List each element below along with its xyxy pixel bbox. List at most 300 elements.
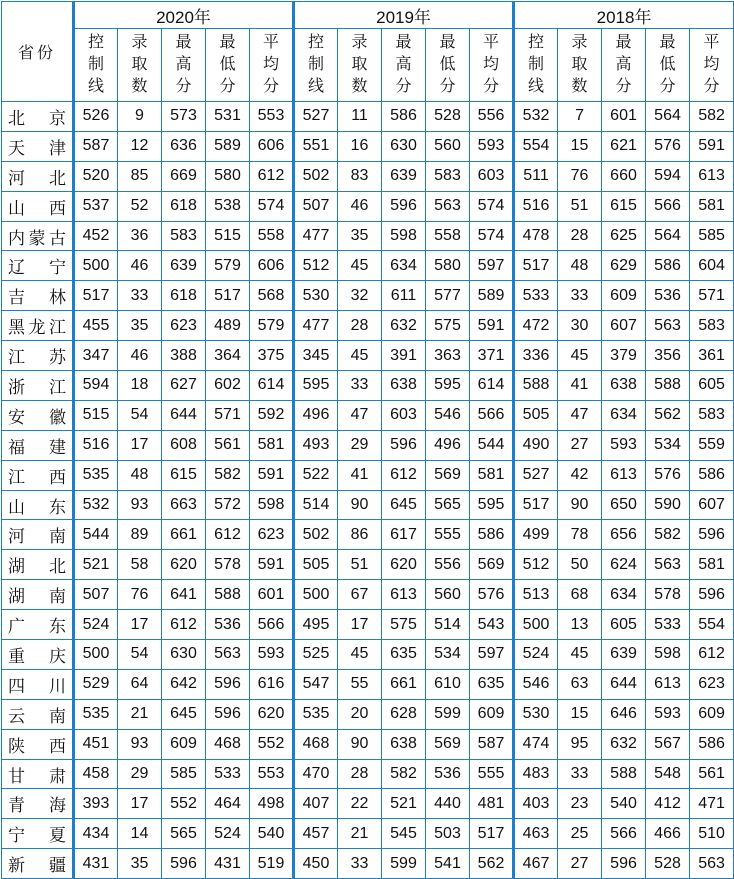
score-cell: 520 <box>74 161 118 191</box>
province-cell: 黑龙江 <box>2 311 74 341</box>
score-cell: 601 <box>250 580 294 610</box>
table-row <box>2 699 734 729</box>
table-row <box>2 161 734 191</box>
score-cell: 589 <box>206 131 250 161</box>
score-cell: 581 <box>690 550 734 580</box>
score-cell: 569 <box>426 729 470 759</box>
header-char: 录 <box>131 34 148 51</box>
score-cell: 451 <box>74 729 118 759</box>
score-cell: 646 <box>602 699 646 729</box>
score-cell: 48 <box>558 251 602 281</box>
score-cell: 11 <box>338 102 382 132</box>
score-cell: 639 <box>382 161 426 191</box>
score-cell: 582 <box>690 102 734 132</box>
score-cell: 515 <box>206 221 250 251</box>
score-cell: 78 <box>558 520 602 550</box>
score-cell: 490 <box>514 430 558 460</box>
score-cell: 516 <box>514 191 558 221</box>
table-row <box>2 430 734 460</box>
score-cell: 14 <box>118 819 162 849</box>
score-cell: 532 <box>514 102 558 132</box>
score-cell: 558 <box>426 221 470 251</box>
score-cell: 603 <box>382 400 426 430</box>
province-cell: 河 北 <box>2 161 74 191</box>
score-cell: 581 <box>250 430 294 460</box>
score-cell: 544 <box>470 430 514 460</box>
score-cell: 47 <box>338 400 382 430</box>
score-cell: 474 <box>514 729 558 759</box>
table-row <box>2 640 734 670</box>
score-cell: 632 <box>602 729 646 759</box>
score-cell: 562 <box>646 400 690 430</box>
score-cell: 17 <box>118 610 162 640</box>
score-cell: 586 <box>646 251 690 281</box>
score-cell: 499 <box>514 520 558 550</box>
score-cell: 556 <box>426 550 470 580</box>
score-cell: 7 <box>558 102 602 132</box>
score-cell: 589 <box>470 281 514 311</box>
score-cell: 552 <box>250 729 294 759</box>
score-cell: 90 <box>338 729 382 759</box>
header-char: 线 <box>528 78 545 95</box>
score-cell: 345 <box>294 341 338 371</box>
score-cell: 363 <box>426 341 470 371</box>
province-cell: 吉 林 <box>2 281 74 311</box>
score-cell: 609 <box>690 699 734 729</box>
header-admitted-count <box>558 29 602 102</box>
score-cell: 457 <box>294 819 338 849</box>
score-cell: 642 <box>162 669 206 699</box>
score-cell: 379 <box>602 341 646 371</box>
score-cell: 614 <box>470 371 514 401</box>
score-cell: 595 <box>470 490 514 520</box>
score-cell: 477 <box>294 221 338 251</box>
score-cell: 623 <box>690 669 734 699</box>
score-cell: 517 <box>74 281 118 311</box>
score-cell: 52 <box>118 191 162 221</box>
score-cell: 500 <box>74 251 118 281</box>
score-cell: 507 <box>74 580 118 610</box>
score-cell: 583 <box>690 400 734 430</box>
score-cell: 521 <box>74 550 118 580</box>
province-cell: 青 海 <box>2 789 74 819</box>
score-cell: 639 <box>602 640 646 670</box>
year-header-2020: 2020年 <box>74 2 294 29</box>
score-cell: 500 <box>294 580 338 610</box>
score-cell: 516 <box>74 430 118 460</box>
score-cell: 496 <box>294 400 338 430</box>
score-cell: 527 <box>294 102 338 132</box>
score-cell: 16 <box>338 131 382 161</box>
score-cell: 628 <box>382 699 426 729</box>
header-char: 取 <box>131 56 148 73</box>
score-cell: 511 <box>514 161 558 191</box>
score-cell: 581 <box>470 460 514 490</box>
score-cell: 546 <box>426 400 470 430</box>
score-cell: 595 <box>294 371 338 401</box>
score-cell: 534 <box>646 430 690 460</box>
score-cell: 93 <box>118 490 162 520</box>
score-cell: 620 <box>250 699 294 729</box>
header-char: 平 <box>263 34 280 51</box>
table-row <box>2 460 734 490</box>
score-cell: 564 <box>646 102 690 132</box>
header-char: 平 <box>483 34 500 51</box>
header-char: 线 <box>308 78 325 95</box>
score-cell: 587 <box>74 131 118 161</box>
score-cell: 364 <box>206 341 250 371</box>
score-cell: 544 <box>74 520 118 550</box>
score-cell: 613 <box>602 460 646 490</box>
score-cell: 471 <box>690 789 734 819</box>
score-cell: 35 <box>118 849 162 879</box>
year-header-2018: 2018年 <box>514 2 734 29</box>
score-cell: 554 <box>514 131 558 161</box>
table-row <box>2 819 734 849</box>
score-cell: 587 <box>470 729 514 759</box>
score-cell: 534 <box>426 640 470 670</box>
score-cell: 553 <box>250 102 294 132</box>
score-cell: 388 <box>162 341 206 371</box>
score-cell: 634 <box>382 251 426 281</box>
score-cell: 575 <box>382 610 426 640</box>
score-cell: 578 <box>646 580 690 610</box>
score-cell: 574 <box>470 191 514 221</box>
score-cell: 517 <box>514 251 558 281</box>
score-cell: 625 <box>602 221 646 251</box>
score-cell: 612 <box>382 460 426 490</box>
score-cell: 630 <box>162 640 206 670</box>
score-cell: 76 <box>118 580 162 610</box>
score-cell: 513 <box>514 580 558 610</box>
score-cell: 375 <box>250 341 294 371</box>
score-cell: 613 <box>382 580 426 610</box>
province-cell: 北 京 <box>2 102 74 132</box>
score-cell: 58 <box>118 550 162 580</box>
score-cell: 528 <box>426 102 470 132</box>
score-cell: 517 <box>206 281 250 311</box>
score-cell: 669 <box>162 161 206 191</box>
header-char: 录 <box>351 34 368 51</box>
score-cell: 536 <box>426 759 470 789</box>
header-char: 取 <box>351 56 368 73</box>
score-cell: 567 <box>646 729 690 759</box>
score-cell: 608 <box>162 430 206 460</box>
score-cell: 507 <box>294 191 338 221</box>
score-cell: 32 <box>338 281 382 311</box>
header-char: 最 <box>615 34 632 51</box>
score-cell: 613 <box>690 161 734 191</box>
score-cell: 393 <box>74 789 118 819</box>
score-cell: 27 <box>558 430 602 460</box>
score-cell: 623 <box>250 520 294 550</box>
score-cell: 46 <box>338 191 382 221</box>
score-cell: 629 <box>602 251 646 281</box>
score-cell: 607 <box>690 490 734 520</box>
score-cell: 472 <box>514 311 558 341</box>
score-cell: 650 <box>602 490 646 520</box>
score-cell: 526 <box>74 102 118 132</box>
score-cell: 612 <box>250 161 294 191</box>
score-cell: 583 <box>426 161 470 191</box>
score-cell: 582 <box>382 759 426 789</box>
score-cell: 478 <box>514 221 558 251</box>
score-cell: 505 <box>514 400 558 430</box>
score-cell: 525 <box>294 640 338 670</box>
score-cell: 563 <box>426 191 470 221</box>
score-cell: 531 <box>206 102 250 132</box>
province-cell: 陕 西 <box>2 729 74 759</box>
score-cell: 599 <box>382 849 426 879</box>
score-cell: 554 <box>690 610 734 640</box>
score-cell: 597 <box>470 640 514 670</box>
score-cell: 15 <box>558 699 602 729</box>
province-cell: 安 徽 <box>2 400 74 430</box>
table-row <box>2 311 734 341</box>
score-cell: 470 <box>294 759 338 789</box>
score-cell: 545 <box>382 819 426 849</box>
score-cell: 503 <box>426 819 470 849</box>
score-cell: 612 <box>690 640 734 670</box>
header-admitted-count <box>118 29 162 102</box>
score-cell: 586 <box>690 729 734 759</box>
score-cell: 452 <box>74 221 118 251</box>
score-cell: 566 <box>646 191 690 221</box>
score-cell: 590 <box>646 490 690 520</box>
score-cell: 565 <box>426 490 470 520</box>
score-cell: 609 <box>470 699 514 729</box>
score-cell: 532 <box>74 490 118 520</box>
header-char: 分 <box>615 78 632 95</box>
header-admitted-count <box>338 29 382 102</box>
score-cell: 596 <box>690 520 734 550</box>
score-cell: 586 <box>470 520 514 550</box>
score-cell: 467 <box>514 849 558 879</box>
score-cell: 50 <box>558 550 602 580</box>
score-cell: 638 <box>382 729 426 759</box>
score-cell: 635 <box>382 640 426 670</box>
province-cell: 浙 江 <box>2 371 74 401</box>
table-row <box>2 371 734 401</box>
score-cell: 30 <box>558 311 602 341</box>
score-cell: 23 <box>558 789 602 819</box>
score-cell: 660 <box>602 161 646 191</box>
score-cell: 602 <box>206 371 250 401</box>
score-cell: 606 <box>250 251 294 281</box>
score-cell: 496 <box>426 430 470 460</box>
score-cell: 93 <box>118 729 162 759</box>
score-cell: 615 <box>602 191 646 221</box>
score-cell: 582 <box>646 520 690 550</box>
score-cell: 89 <box>118 520 162 550</box>
province-cell: 重 庆 <box>2 640 74 670</box>
score-cell: 17 <box>118 430 162 460</box>
score-cell: 42 <box>558 460 602 490</box>
score-cell: 54 <box>118 400 162 430</box>
header-char: 高 <box>615 56 632 73</box>
score-cell: 594 <box>74 371 118 401</box>
score-cell: 588 <box>206 580 250 610</box>
header-char: 分 <box>703 78 720 95</box>
score-cell: 35 <box>338 221 382 251</box>
score-cell: 517 <box>470 819 514 849</box>
score-cell: 609 <box>162 729 206 759</box>
header-char: 分 <box>439 78 456 95</box>
header-char: 最 <box>439 34 456 51</box>
score-cell: 68 <box>558 580 602 610</box>
score-cell: 572 <box>206 490 250 520</box>
score-cell: 609 <box>602 281 646 311</box>
score-cell: 530 <box>294 281 338 311</box>
score-cell: 558 <box>250 221 294 251</box>
table-row <box>2 131 734 161</box>
header-char: 控 <box>308 34 325 51</box>
score-cell: 35 <box>118 311 162 341</box>
score-cell: 656 <box>602 520 646 550</box>
score-cell: 412 <box>646 789 690 819</box>
score-cell: 458 <box>74 759 118 789</box>
score-cell: 601 <box>602 102 646 132</box>
header-char: 分 <box>175 78 192 95</box>
header-char: 录 <box>571 34 588 51</box>
table-row <box>2 191 734 221</box>
score-cell: 468 <box>294 729 338 759</box>
table-row <box>2 490 734 520</box>
score-cell: 582 <box>206 460 250 490</box>
score-cell: 64 <box>118 669 162 699</box>
score-cell: 634 <box>602 400 646 430</box>
province-cell: 广 东 <box>2 610 74 640</box>
table-row <box>2 729 734 759</box>
header-min-score <box>646 29 690 102</box>
score-cell: 661 <box>382 669 426 699</box>
table-row <box>2 669 734 699</box>
score-cell: 505 <box>294 550 338 580</box>
score-cell: 483 <box>514 759 558 789</box>
score-cell: 434 <box>74 819 118 849</box>
province-cell: 湖 北 <box>2 550 74 580</box>
score-cell: 541 <box>426 849 470 879</box>
header-max-score <box>162 29 206 102</box>
score-cell: 583 <box>162 221 206 251</box>
score-cell: 29 <box>118 759 162 789</box>
score-cell: 67 <box>338 580 382 610</box>
score-cell: 22 <box>338 789 382 819</box>
score-cell: 636 <box>162 131 206 161</box>
score-cell: 76 <box>558 161 602 191</box>
header-avg-score <box>690 29 734 102</box>
score-cell: 90 <box>558 490 602 520</box>
score-cell: 55 <box>338 669 382 699</box>
score-cell: 540 <box>250 819 294 849</box>
score-cell: 593 <box>250 640 294 670</box>
score-cell: 593 <box>646 699 690 729</box>
score-cell: 607 <box>602 311 646 341</box>
admission-scores-table <box>1 1 734 879</box>
table-row <box>2 550 734 580</box>
score-cell: 585 <box>162 759 206 789</box>
score-cell: 645 <box>382 490 426 520</box>
score-cell: 591 <box>470 311 514 341</box>
header-char: 高 <box>395 56 412 73</box>
score-cell: 580 <box>426 251 470 281</box>
score-cell: 536 <box>646 281 690 311</box>
score-cell: 596 <box>206 669 250 699</box>
score-cell: 17 <box>118 789 162 819</box>
score-cell: 463 <box>514 819 558 849</box>
score-cell: 596 <box>382 191 426 221</box>
score-cell: 591 <box>250 460 294 490</box>
province-cell: 辽 宁 <box>2 251 74 281</box>
score-cell: 571 <box>690 281 734 311</box>
score-cell: 574 <box>250 191 294 221</box>
score-cell: 535 <box>74 460 118 490</box>
score-cell: 556 <box>470 102 514 132</box>
score-cell: 514 <box>426 610 470 640</box>
score-cell: 586 <box>690 460 734 490</box>
score-cell: 566 <box>470 400 514 430</box>
score-cell: 553 <box>250 759 294 789</box>
table-body <box>2 102 734 879</box>
score-cell: 45 <box>338 251 382 281</box>
province-cell: 江 苏 <box>2 341 74 371</box>
score-cell: 83 <box>338 161 382 191</box>
score-cell: 41 <box>338 460 382 490</box>
score-cell: 579 <box>206 251 250 281</box>
score-cell: 455 <box>74 311 118 341</box>
score-cell: 623 <box>162 311 206 341</box>
score-cell: 566 <box>602 819 646 849</box>
score-cell: 540 <box>602 789 646 819</box>
score-cell: 450 <box>294 849 338 879</box>
header-char: 取 <box>571 56 588 73</box>
table-row <box>2 221 734 251</box>
score-cell: 638 <box>602 371 646 401</box>
table-row <box>2 251 734 281</box>
score-cell: 639 <box>162 251 206 281</box>
header-char: 高 <box>175 56 192 73</box>
table-row <box>2 849 734 879</box>
province-cell: 天 津 <box>2 131 74 161</box>
score-cell: 33 <box>558 281 602 311</box>
score-cell: 391 <box>382 341 426 371</box>
score-cell: 41 <box>558 371 602 401</box>
score-cell: 630 <box>382 131 426 161</box>
score-cell: 477 <box>294 311 338 341</box>
metric-header-row <box>2 29 734 102</box>
score-cell: 598 <box>382 221 426 251</box>
score-cell: 560 <box>426 131 470 161</box>
score-cell: 605 <box>690 371 734 401</box>
score-cell: 555 <box>426 520 470 550</box>
header-avg-score <box>470 29 514 102</box>
score-cell: 54 <box>118 640 162 670</box>
score-cell: 36 <box>118 221 162 251</box>
score-cell: 468 <box>206 729 250 759</box>
header-char: 分 <box>263 78 280 95</box>
header-char: 制 <box>528 56 545 73</box>
score-cell: 95 <box>558 729 602 759</box>
score-cell: 588 <box>514 371 558 401</box>
score-cell: 576 <box>646 131 690 161</box>
table-row <box>2 102 734 132</box>
score-cell: 527 <box>514 460 558 490</box>
score-cell: 634 <box>602 580 646 610</box>
score-cell: 583 <box>690 311 734 341</box>
score-cell: 585 <box>690 221 734 251</box>
score-cell: 90 <box>338 490 382 520</box>
header-char: 平 <box>703 34 720 51</box>
